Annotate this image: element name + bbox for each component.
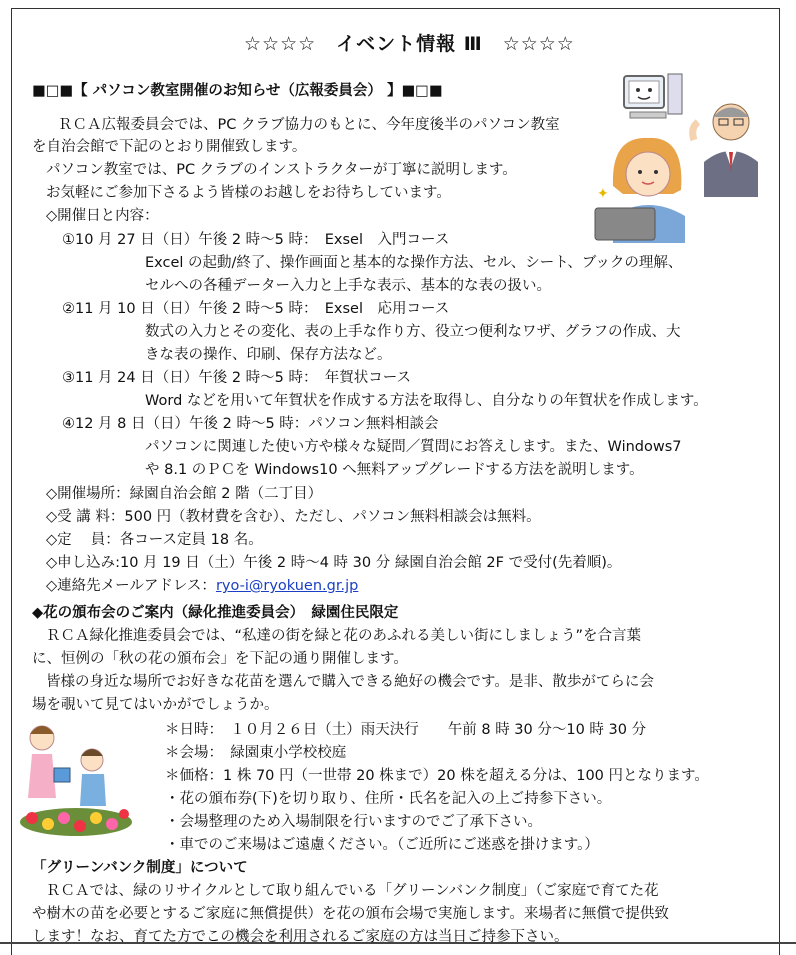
contact-line <box>46 576 358 596</box>
session-desc: や 8.1 のＰＣを Windows10 へ無料アップグレードする方法を説明します。 <box>145 462 644 478</box>
greenbank-text: や樹木の苗を必要とするご家庭に無償提供）を花の頒布会場で実施します。来場者に無償で提供致 <box>32 906 669 922</box>
flower-detail: ＊会場： 緑園東小学校校庭 <box>165 745 347 761</box>
children-flowers-illustration <box>14 718 134 838</box>
session-label: ③11 月 24 日（日）午後 2 時～5 時： 年賀状コース <box>62 370 412 386</box>
greenbank-text: ＲＣＡでは、緑のリサイクルとして取り組んでいる「グリーンバンク制度」（ご家庭で育てた花 <box>46 883 659 899</box>
venue-line: ◇開催場所：緑園自治会館 2 階（二丁目） <box>46 486 323 502</box>
session-desc: 数式の入力とその変化、表の上手な作り方、役立つ便利なワザ、グラフの作成、大 <box>145 324 681 340</box>
session-desc: セルへの各種データー入力と上手な表示、基本的な表の扱い。 <box>145 278 551 294</box>
session-desc: パソコンに関連した使い方や様々な疑問／質問にお答えします。また、Windows7 <box>145 439 682 455</box>
flower-intro-line: 場を覗いて見てはいかがでしょうか。 <box>32 697 279 713</box>
fee-line: ◇受 講 料：500 円（教材費を含む）、ただし、パソコン無料相談会は無料。 <box>46 509 541 525</box>
contact-label: ◇連絡先メールアドレス： <box>46 578 216 594</box>
session-label: ④12 月 8 日（日）午後 2 時～5 時：パソコン無料相談会 <box>62 416 439 432</box>
schedule-heading: ◇開催日と内容： <box>46 208 159 224</box>
session-desc: きな表の操作、印刷、保存方法など。 <box>145 347 392 363</box>
pc-intro-line: パソコン教室では、PC クラブのインストラクターが丁寧に説明します。 <box>46 162 517 178</box>
pc-intro-line: ＲＣＡ広報委員会では、PC クラブ協力のもとに、今年度後半のパソコン教室 <box>58 117 560 133</box>
flower-intro-line: 皆様の身近な場所でお好きな花苗を選んで購入できる絶好の機会です。是非、散歩がてらに会 <box>46 674 654 690</box>
flower-detail: ・花の頒布券(下)を切り取り、住所・氏名を記入の上ご持参下さい。 <box>165 791 612 807</box>
pc-intro-line: を自治会館で下記のとおり開催致します。 <box>32 139 307 155</box>
pc-intro-line: お気軽にご参加下さるよう皆様のお越しをお待ちしています。 <box>46 185 451 201</box>
computer-icon <box>620 70 690 130</box>
session-label: ①10 月 27 日（日）午後 2 時～5 時： Exsel 入門コース <box>62 232 450 248</box>
capacity-line: ◇定 員：各コース定員 18 名。 <box>46 532 263 548</box>
greenbank-text: します！なお、育てた方でこの機会を利用されるご家庭の方は当日ご持参下さい。 <box>32 929 569 945</box>
flower-detail: ・会場整理のため入場制限を行いますのでご了承下さい。 <box>165 814 542 830</box>
svg-text:✦: ✦ <box>597 186 609 202</box>
page-title: ☆☆☆☆ イベント情報 Ⅲ ☆☆☆☆ <box>244 33 575 55</box>
flower-section-heading: ◆花の頒布会のご案内（緑化推進委員会） 緑園住民限定 <box>32 605 399 621</box>
woman-laptop-illustration <box>593 128 703 243</box>
greenbank-heading: 「グリーンバンク制度」について <box>32 860 248 876</box>
session-desc: Word などを用いて年賀状を作成する方法を取得し、自分なりの年賀状を作成します。 <box>145 393 708 409</box>
flower-detail: ・車でのご来場はご遠慮ください。（ご近所にご迷惑を掛けます。） <box>165 837 599 853</box>
session-desc: Excel の起動/終了、操作画面と基本的な操作方法、セル、シート、ブックの理解、 <box>145 255 683 271</box>
pc-section-heading: ■□■【 パソコン教室開催のお知らせ（広報委員会） 】■□■ <box>32 83 443 99</box>
session-label: ②11 月 10 日（日）午後 2 時～5 時： Exsel 応用コース <box>62 301 450 317</box>
flower-detail: ＊日時： １０月２６日（土）雨天決行 午前 8 時 30 分～10 時 30 分 <box>165 722 647 738</box>
flower-detail: ＊価格：1 株 70 円（一世帯 20 株まで）20 株を超える分は、100 円となります。 <box>165 768 709 784</box>
flower-intro-line: ＲＣＡ緑化推進委員会では、“私達の街を緑と花のあふれる美しい街にしましょう”を合言葉 <box>46 628 642 644</box>
flower-intro-line: に、恒例の「秋の花の頒布会」を下記の通り開催します。 <box>32 651 408 667</box>
apply-line: ◇申し込み:10 月 19 日（土）午後 2 時～4 時 30 分 緑園自治会館 2F で受付(先着順)。 <box>46 555 622 571</box>
contact-email-link[interactable]: ryo-i@ryokuen.gr.jp <box>215 578 359 594</box>
